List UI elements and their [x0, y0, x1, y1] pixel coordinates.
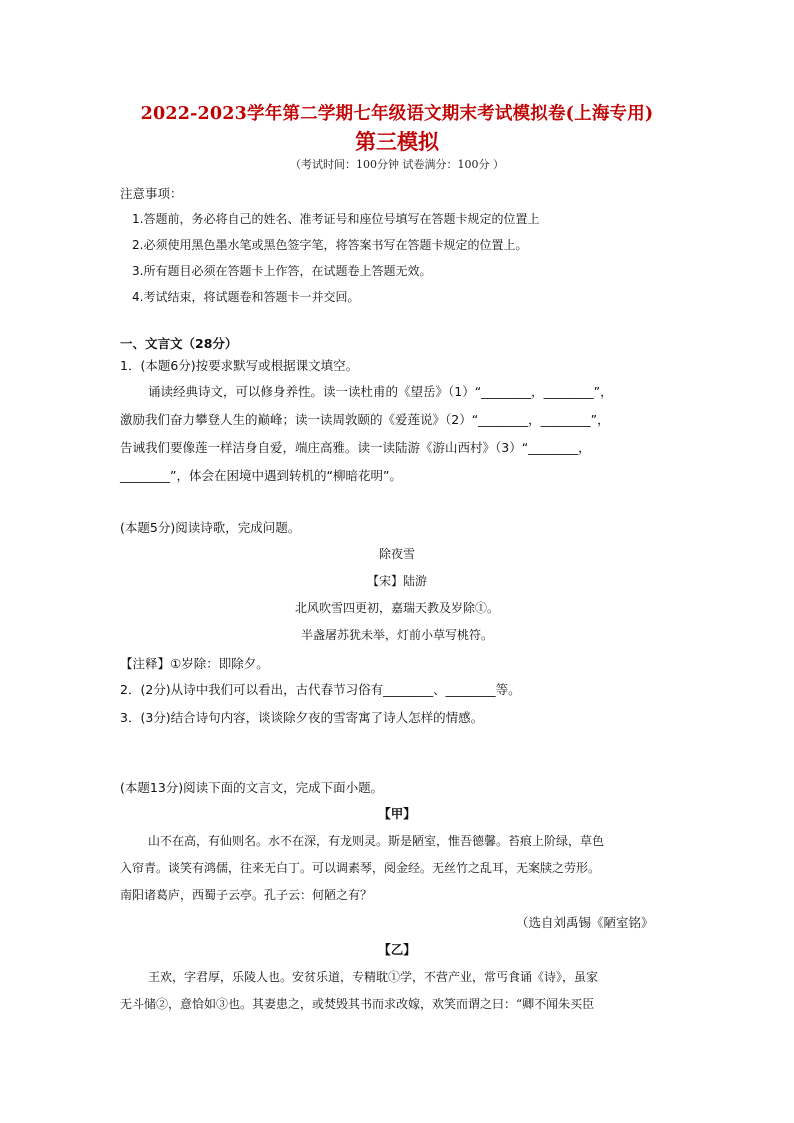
poem-author: 【宋】陆游 [366, 574, 427, 588]
passage-jia-line: 南阳诸葛庐，西蜀子云亭。孔子云：何陋之有？ [120, 888, 373, 902]
exam-subtitle: 第三模拟 [355, 129, 439, 154]
passage-jia-source: （选自刘禹锡《陋室铭》 [516, 915, 654, 930]
poem-line: 半盏屠苏犹未举，灯前小草写桃符。 [300, 628, 493, 642]
notice-heading: 注意事项： [120, 186, 183, 201]
question-1-line: ________”，体会在困境中遇到转机的“柳暗花明”。 [120, 468, 402, 483]
passage-yi-line: 王欢，字君厚，乐陵人也。安贫乐道，专精耽①学，不营产业，常丐食诵《诗》，虽家 [148, 970, 599, 984]
poem-prompt: (本题5分)阅读诗歌，完成问题。 [120, 520, 301, 535]
passage-jia-line: 入帘青。谈笑有鸿儒，往来无白丁。可以调素琴，阅金经。无丝竹之乱耳，无案牍之劳形。 [120, 861, 601, 875]
notice-item: 4.考试结束，将试题卷和答题卡一并交回。 [132, 290, 360, 304]
question-2: 2．(2分)从诗中我们可以看出，古代春节习俗有________、________等。 [120, 682, 521, 697]
exam-title: 2022-2023学年第二学期七年级语文期末考试模拟卷(上海专用) [140, 104, 654, 124]
notice-item: 2.必须使用黑色墨水笔或黑色签字笔，将答案书写在答题卡规定的位置上。 [132, 238, 528, 252]
question-1-prompt: 1．(本题6分)按要求默写或根据课文填空。 [120, 358, 359, 373]
question-3: 3．(3分)结合诗句内容，谈谈除夕夜的雪寄寓了诗人怎样的情感。 [120, 710, 484, 725]
exam-info: （考试时间：100分钟 试卷满分：100分 ） [290, 158, 504, 171]
poem-line: 北风吹雪四更初，嘉瑞天教及岁除①。 [294, 601, 499, 615]
question-1-line: 诵读经典诗文，可以修身养性。读一读杜甫的《望岳》（1）“________，________”， [148, 384, 613, 399]
question-1-line: 激励我们奋力攀登人生的巅峰；读一读周敦颐的《爱莲说》（2）“________，________”， [120, 412, 610, 427]
poem-title: 除夜雪 [378, 547, 415, 561]
prose-prompt: (本题13分)阅读下面的文言文，完成下面小题。 [120, 780, 384, 795]
passage-jia-label: 【甲】 [378, 806, 416, 821]
passage-yi-label: 【乙】 [378, 942, 416, 957]
notice-item: 1.答题前，务必将自己的姓名、准考证号和座位号填写在答题卡规定的位置上 [132, 212, 540, 226]
passage-yi-line: 无斗储②，意恰如③也。其妻患之，或焚毁其书而求改嫁，欢笑而谓之曰：“卿不闻朱买臣 [120, 997, 595, 1011]
poem-note: 【注释】①岁除：即除夕。 [120, 656, 269, 671]
passage-jia-line: 山不在高，有仙则名。水不在深，有龙则灵。斯是陋室，惟吾德馨。苔痕上阶绿，草色 [148, 834, 605, 848]
question-1-line: 告诫我们要像莲一样洁身自爱，端庄高雅。读一读陆游《游山西村》（3）“________， [120, 440, 591, 455]
section-heading: 一、文言文（28分） [120, 336, 238, 351]
notice-item: 3.所有题目必须在答题卡上作答，在试题卷上答题无效。 [132, 264, 432, 278]
